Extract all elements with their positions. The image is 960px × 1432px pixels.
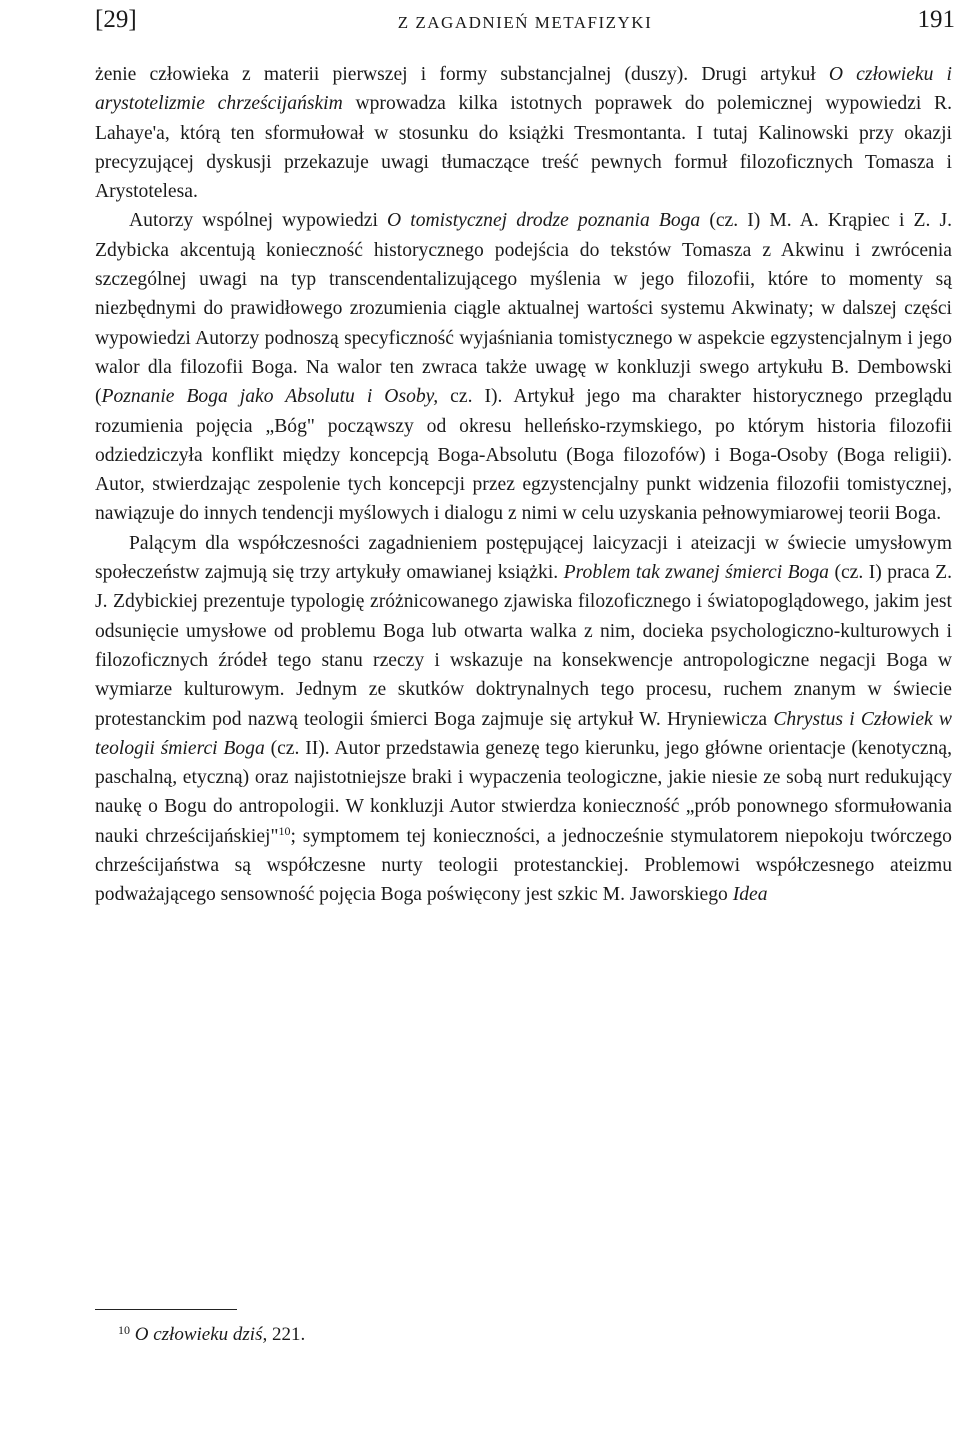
running-title: Z ZAGADNIEŃ METAFIZYKI bbox=[397, 13, 653, 32]
italic-title: Idea bbox=[732, 884, 768, 906]
paragraph bbox=[95, 206, 952, 528]
running-header bbox=[95, 6, 955, 42]
text-run: żenie człowieka z materii pierwszej i formy substancjalnej (duszy). Drugi artykuł bbox=[95, 64, 829, 85]
paragraph bbox=[95, 60, 952, 206]
footnote-number: 10 bbox=[118, 1323, 130, 1337]
text-run: cz. I). Artykuł jego ma charakter historycznego przeglądu rozumienia pojęcia „Bóg" począwszy od okresu helleńsko-rzymskiego, po którym historia filozofii odziedziczyła konflikt między koncepcją Boga-Absolutu (Boga filozofów) i Boga-Osoby (Boga religii). Autor, stwierdzając zespolenie tych koncepcji przez egzystencjalny punkt widzenia filozofii tomistycznej, nawiązuje do innych tendencji myślowych i dialogu z nimi w celu uzyskania pełnowymiarowej teorii Boga. bbox=[95, 386, 952, 525]
footnote-ref: 10 bbox=[278, 823, 291, 838]
page-number-bracketed: [29] bbox=[95, 6, 137, 33]
footnote-page: 221. bbox=[267, 1324, 306, 1345]
text-run: ; symptomem tej konieczności, a jednocześnie stymulatorem niepokoju twórczego chrześcijaństwa są współczesne nurty teologii protestanckiej. Problemowi współczesnego ateizmu podważającego sensowność pojęcia Boga poświęcony jest szkic M. Jaworskiego bbox=[95, 825, 952, 906]
text-run: Autorzy wspólnej wypowiedzi bbox=[129, 210, 388, 232]
text-run: (cz. I) praca Z. J. Zdybickiej prezentuje typologię zróżnicowanego zjawiska filozoficznego i światopoglądowego, jakim jest odsunięcie umysłowe od problemu Boga lub otwarta walka z nim, docieka psychologiczno-kulturowych i filozoficznych źródeł tego stanu rzeczy i wskazuje na konsekwencje antropologiczne negacji Boga w wymiarze kulturowym. Jednym ze skutków doktrynalnych tego procesu, ruchem znanym w świecie protestanckim pod nazwą teologii śmierci Boga zajmuje się artykuł W. Hryniewicza bbox=[95, 562, 952, 730]
paragraph bbox=[95, 529, 952, 910]
italic-title: Chrystus i Człowiek w teologii śmierci Boga bbox=[95, 708, 952, 759]
italic-title: O tomistycznej drodze poznania Boga bbox=[387, 210, 701, 232]
text-run: wprowadza kilka istotnych poprawek do polemicznej wypowiedzi R. Lahaye'a, którą ten sformułował w stosunku do książki Tresmontanta. I tutaj Kalinowski przy okazji precyzującej dyskusji przekazuje uwagi tłumaczące treść pewnych formuł filozoficznych Tomasza i Arystotelesa. bbox=[95, 93, 952, 203]
text-run: (cz. I) M. A. Krąpiec i Z. J. Zdybicka akcentują konieczność historycznego podejścia do tekstów Tomasza z Akwinu i zwrócenia szczególnej uwagi na typ transcendentalizującego myślenia w jego filozofii, które to momenty są niezbędnymi do prawidłowego zrozumienia ciągle aktualnej wartości systemu Akwinaty; w dalszej części wypowiedzi Autorzy podnoszą specyficzność wyjaśniania tomistycznego w aspekcie egzystencjalnym i jego walor dla filozofii Boga. Na walor ten zwraca także uwagę w konkluzji swego artykułu B. Dembowski ( bbox=[95, 210, 952, 408]
page-number: 191 bbox=[917, 6, 955, 33]
italic-title: Problem tak zwanej śmierci Boga bbox=[563, 562, 829, 584]
footnote-rule bbox=[95, 1309, 237, 1310]
text-run: Palącym dla współczesności zagadnieniem postępującej laicyzacji i ateizacji w świecie umysłowym społeczeństw zajmują się trzy artykuły omawianej książki. bbox=[95, 532, 952, 584]
text-run: (cz. II). Autor przedstawia genezę tego kierunku, jego główne orientacje (kenotyczną, paschalną, etyczną) oraz najistotniejsze braki i wypaczenia teologiczne, jakie niesie ze sobą nurt redukujący naukę o Bogu do antropologii. W konkluzji Autor stwierdza konieczność „prób ponownego sformułowania nauki chrześcijańskiej" bbox=[95, 737, 952, 847]
italic-title: Poznanie Boga jako Absolutu i Osoby, bbox=[101, 386, 439, 408]
footnote-title: O człowieku dziś, bbox=[134, 1324, 268, 1345]
footnote bbox=[118, 1322, 305, 1348]
italic-title: O człowieku i arystotelizmie chrześcijańskim bbox=[95, 64, 952, 115]
main-text bbox=[95, 60, 952, 910]
